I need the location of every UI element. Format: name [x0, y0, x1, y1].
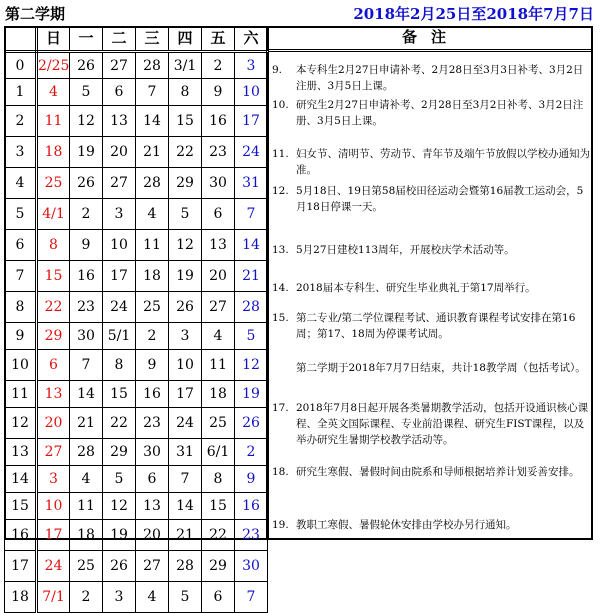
day-cell: 3	[169, 323, 202, 350]
day-cell: 13	[37, 381, 70, 408]
day-cell: 29	[202, 551, 235, 582]
calendar-body	[5, 52, 268, 613]
day-cell: 7/1	[37, 582, 70, 613]
day-cell: 4	[136, 199, 169, 230]
note-number: 13.	[272, 244, 289, 256]
day-cell: 5	[169, 199, 202, 230]
day-cell: 4	[136, 582, 169, 613]
day-cell: 9	[202, 79, 235, 106]
week-number: 17	[5, 551, 37, 582]
calendar-table	[4, 26, 268, 613]
week-row	[5, 106, 268, 137]
day-cell: 4	[202, 323, 235, 350]
day-cell: 5	[235, 323, 268, 350]
day-cell: 6	[136, 466, 169, 493]
note-number: 15.	[272, 312, 289, 324]
weekday-sun: 日	[37, 27, 70, 52]
day-cell: 30	[136, 439, 169, 466]
day-cell: 22	[37, 292, 70, 323]
week-row	[5, 381, 268, 408]
week-number: 11	[5, 381, 37, 408]
day-cell: 29	[37, 323, 70, 350]
day-cell: 25	[70, 551, 103, 582]
note-number: 11.	[272, 148, 289, 160]
day-cell: 6/1	[202, 439, 235, 466]
day-cell: 7	[169, 466, 202, 493]
note-number	[272, 360, 296, 376]
note-text: 教职工寒假、暑假轮休安排由学校办另行通知。	[296, 519, 517, 531]
weekday-sat: 六	[235, 27, 268, 52]
week-row	[5, 408, 268, 439]
day-cell: 18	[70, 520, 103, 551]
day-cell: 24	[37, 551, 70, 582]
day-cell: 20	[103, 137, 136, 168]
day-cell: 14	[136, 106, 169, 137]
weekday-wed: 三	[136, 27, 169, 52]
day-cell: 28	[70, 439, 103, 466]
day-cell: 3	[103, 199, 136, 230]
note-item	[272, 146, 590, 178]
note-item	[272, 97, 590, 129]
day-cell: 2	[70, 199, 103, 230]
day-cell: 11	[70, 493, 103, 520]
note-text: 5月18日、19日第58届校田径运动会暨第16届教工运动会，5月18日停课一天。	[296, 185, 584, 213]
day-cell: 5/1	[103, 323, 136, 350]
day-cell: 21	[70, 408, 103, 439]
week-row	[5, 137, 268, 168]
note-number: 10.	[272, 99, 289, 111]
note-text: 研究生寒假、暑假时间由院系和导师根据培养计划妥善安排。	[296, 466, 580, 478]
day-cell: 12	[103, 493, 136, 520]
day-cell: 25	[202, 408, 235, 439]
day-cell: 5	[169, 582, 202, 613]
day-cell: 14	[70, 381, 103, 408]
date-range: 2018年2月25日至2018年7月7日	[353, 5, 594, 23]
day-cell: 6	[202, 582, 235, 613]
day-cell: 9	[136, 350, 169, 381]
week-number: 15	[5, 493, 37, 520]
day-cell: 21	[136, 137, 169, 168]
day-cell: 8	[202, 466, 235, 493]
day-cell: 13	[136, 493, 169, 520]
note-text: 第二专业/第二学位课程考试、通识教育课程考试安排在第16周；第17、18周为停课考试周。	[296, 312, 576, 340]
day-cell: 15	[169, 106, 202, 137]
column-divider	[266, 26, 269, 540]
day-cell: 4/1	[37, 199, 70, 230]
week-number: 2	[5, 106, 37, 137]
week-number: 5	[5, 199, 37, 230]
day-cell: 16	[136, 381, 169, 408]
weekday-mon: 一	[70, 27, 103, 52]
day-cell: 27	[202, 292, 235, 323]
week-column-header	[5, 27, 37, 52]
day-cell: 28	[169, 551, 202, 582]
day-cell: 23	[235, 520, 268, 551]
week-number: 16	[5, 520, 37, 551]
week-number: 10	[5, 350, 37, 381]
day-cell: 19	[169, 261, 202, 292]
day-cell: 9	[70, 230, 103, 261]
day-cell: 27	[37, 439, 70, 466]
day-cell: 19	[103, 520, 136, 551]
day-cell: 15	[202, 493, 235, 520]
day-cell: 26	[235, 408, 268, 439]
day-cell: 11	[136, 230, 169, 261]
day-cell: 28	[136, 168, 169, 199]
day-cell: 22	[103, 408, 136, 439]
week-row	[5, 323, 268, 350]
day-cell: 9	[235, 466, 268, 493]
note-number: 9.	[272, 64, 283, 76]
notes-title: 备注	[269, 26, 593, 52]
day-cell: 26	[70, 168, 103, 199]
day-cell: 3	[235, 52, 268, 79]
day-cell: 25	[37, 168, 70, 199]
day-cell: 29	[103, 439, 136, 466]
day-cell: 18	[37, 137, 70, 168]
day-cell: 14	[169, 493, 202, 520]
day-cell: 18	[136, 261, 169, 292]
day-cell: 6	[202, 199, 235, 230]
note-item	[272, 242, 590, 258]
day-cell: 24	[235, 137, 268, 168]
note-text: 5月27日建校113周年，开展校庆学术活动等。	[296, 244, 515, 256]
day-cell: 27	[103, 168, 136, 199]
day-cell: 23	[136, 408, 169, 439]
day-cell: 30	[202, 168, 235, 199]
note-text: 2018年7月8日起开展各类暑期教学活动，包括开设通识核心课程、全英文国际课程、专业前沿课程、研究生FIST课程，以及举办研究生暑期学校教学活动等。	[296, 402, 589, 446]
week-number: 6	[5, 230, 37, 261]
week-row	[5, 350, 268, 381]
day-cell: 3	[103, 582, 136, 613]
day-cell: 22	[202, 520, 235, 551]
week-row	[5, 292, 268, 323]
day-cell: 17	[169, 381, 202, 408]
day-cell: 20	[136, 520, 169, 551]
weekday-tue: 二	[103, 27, 136, 52]
day-cell: 19	[70, 137, 103, 168]
weekday-header-row	[5, 27, 268, 52]
day-cell: 24	[103, 292, 136, 323]
day-cell: 26	[169, 292, 202, 323]
day-cell: 10	[37, 493, 70, 520]
day-cell: 21	[235, 261, 268, 292]
day-cell: 28	[235, 292, 268, 323]
week-row	[5, 520, 268, 551]
day-cell: 5	[103, 466, 136, 493]
day-cell: 16	[70, 261, 103, 292]
week-row	[5, 168, 268, 199]
day-cell: 24	[169, 408, 202, 439]
day-cell: 10	[103, 230, 136, 261]
day-cell: 19	[235, 381, 268, 408]
day-cell: 6	[103, 79, 136, 106]
day-cell: 17	[235, 106, 268, 137]
week-row	[5, 230, 268, 261]
day-cell: 31	[235, 168, 268, 199]
day-cell: 6	[37, 350, 70, 381]
day-cell: 11	[202, 350, 235, 381]
day-cell: 12	[70, 106, 103, 137]
weekday-fri: 五	[202, 27, 235, 52]
day-cell: 4	[70, 466, 103, 493]
day-cell: 8	[37, 230, 70, 261]
day-cell: 5	[70, 79, 103, 106]
day-cell: 30	[70, 323, 103, 350]
day-cell: 25	[136, 292, 169, 323]
day-cell: 20	[37, 408, 70, 439]
day-cell: 29	[169, 168, 202, 199]
week-row	[5, 199, 268, 230]
note-text: 第二学期于2018年7月7日结束，共计18教学周（包括考试）。	[296, 362, 586, 374]
note-text: 妇女节、清明节、劳动节、青年节及端午节放假以学校办通知为准。	[296, 148, 590, 176]
day-cell: 15	[103, 381, 136, 408]
day-cell: 13	[202, 230, 235, 261]
note-item	[272, 62, 590, 94]
note-number: 17.	[272, 402, 289, 414]
day-cell: 16	[202, 106, 235, 137]
day-cell: 15	[37, 261, 70, 292]
day-cell: 3/1	[169, 52, 202, 79]
day-cell: 11	[37, 106, 70, 137]
day-cell: 10	[235, 79, 268, 106]
note-number: 19.	[272, 519, 289, 531]
note-number: 14.	[272, 282, 289, 294]
day-cell: 2	[70, 582, 103, 613]
note-item	[272, 360, 590, 376]
day-cell: 28	[136, 52, 169, 79]
day-cell: 27	[103, 52, 136, 79]
week-number: 13	[5, 439, 37, 466]
note-item	[272, 464, 590, 480]
day-cell: 2/25	[37, 52, 70, 79]
week-number: 12	[5, 408, 37, 439]
day-cell: 22	[169, 137, 202, 168]
week-row	[5, 79, 268, 106]
week-number: 1	[5, 79, 37, 106]
week-number: 3	[5, 137, 37, 168]
week-row	[5, 261, 268, 292]
note-item	[272, 183, 590, 215]
note-item	[272, 400, 590, 448]
note-text: 研究生2月27日申请补考、2月28日至3月2日补考、3月2日注册、3月5日上课。	[296, 99, 584, 127]
day-cell: 30	[235, 551, 268, 582]
week-row	[5, 466, 268, 493]
week-row	[5, 493, 268, 520]
week-number: 7	[5, 261, 37, 292]
note-number: 12.	[272, 185, 289, 197]
day-cell: 21	[169, 520, 202, 551]
day-cell: 23	[70, 292, 103, 323]
day-cell: 17	[103, 261, 136, 292]
week-row	[5, 52, 268, 79]
day-cell: 18	[202, 381, 235, 408]
note-item	[272, 280, 590, 296]
day-cell: 17	[37, 520, 70, 551]
note-text: 2018届本专科生、研究生毕业典礼于第17周举行。	[296, 282, 536, 294]
week-number: 18	[5, 582, 37, 613]
week-row	[5, 582, 268, 613]
day-cell: 26	[70, 52, 103, 79]
day-cell: 12	[169, 230, 202, 261]
day-cell: 13	[103, 106, 136, 137]
weekday-thu: 四	[169, 27, 202, 52]
day-cell: 2	[202, 52, 235, 79]
day-cell: 3	[37, 466, 70, 493]
week-row	[5, 439, 268, 466]
day-cell: 27	[136, 551, 169, 582]
note-text: 本专科生2月27日申请补考、2月28日至3月3日补考、3月2日注册、3月5日上课。	[296, 64, 584, 92]
week-number: 0	[5, 52, 37, 79]
day-cell: 12	[235, 350, 268, 381]
week-number: 8	[5, 292, 37, 323]
note-item	[272, 517, 590, 533]
day-cell: 16	[235, 493, 268, 520]
week-number: 14	[5, 466, 37, 493]
day-cell: 23	[202, 137, 235, 168]
day-cell: 7	[136, 79, 169, 106]
day-cell: 8	[103, 350, 136, 381]
note-number: 18.	[272, 466, 289, 478]
week-number: 9	[5, 323, 37, 350]
day-cell: 8	[169, 79, 202, 106]
week-row	[5, 551, 268, 582]
day-cell: 10	[169, 350, 202, 381]
day-cell: 14	[235, 230, 268, 261]
day-cell: 7	[235, 199, 268, 230]
day-cell: 7	[70, 350, 103, 381]
day-cell: 26	[103, 551, 136, 582]
note-item	[272, 310, 590, 342]
day-cell: 7	[235, 582, 268, 613]
semester-title: 第二学期	[5, 5, 66, 23]
header	[0, 0, 600, 26]
week-number: 4	[5, 168, 37, 199]
day-cell: 2	[136, 323, 169, 350]
day-cell: 2	[235, 439, 268, 466]
day-cell: 20	[202, 261, 235, 292]
day-cell: 4	[37, 79, 70, 106]
day-cell: 31	[169, 439, 202, 466]
